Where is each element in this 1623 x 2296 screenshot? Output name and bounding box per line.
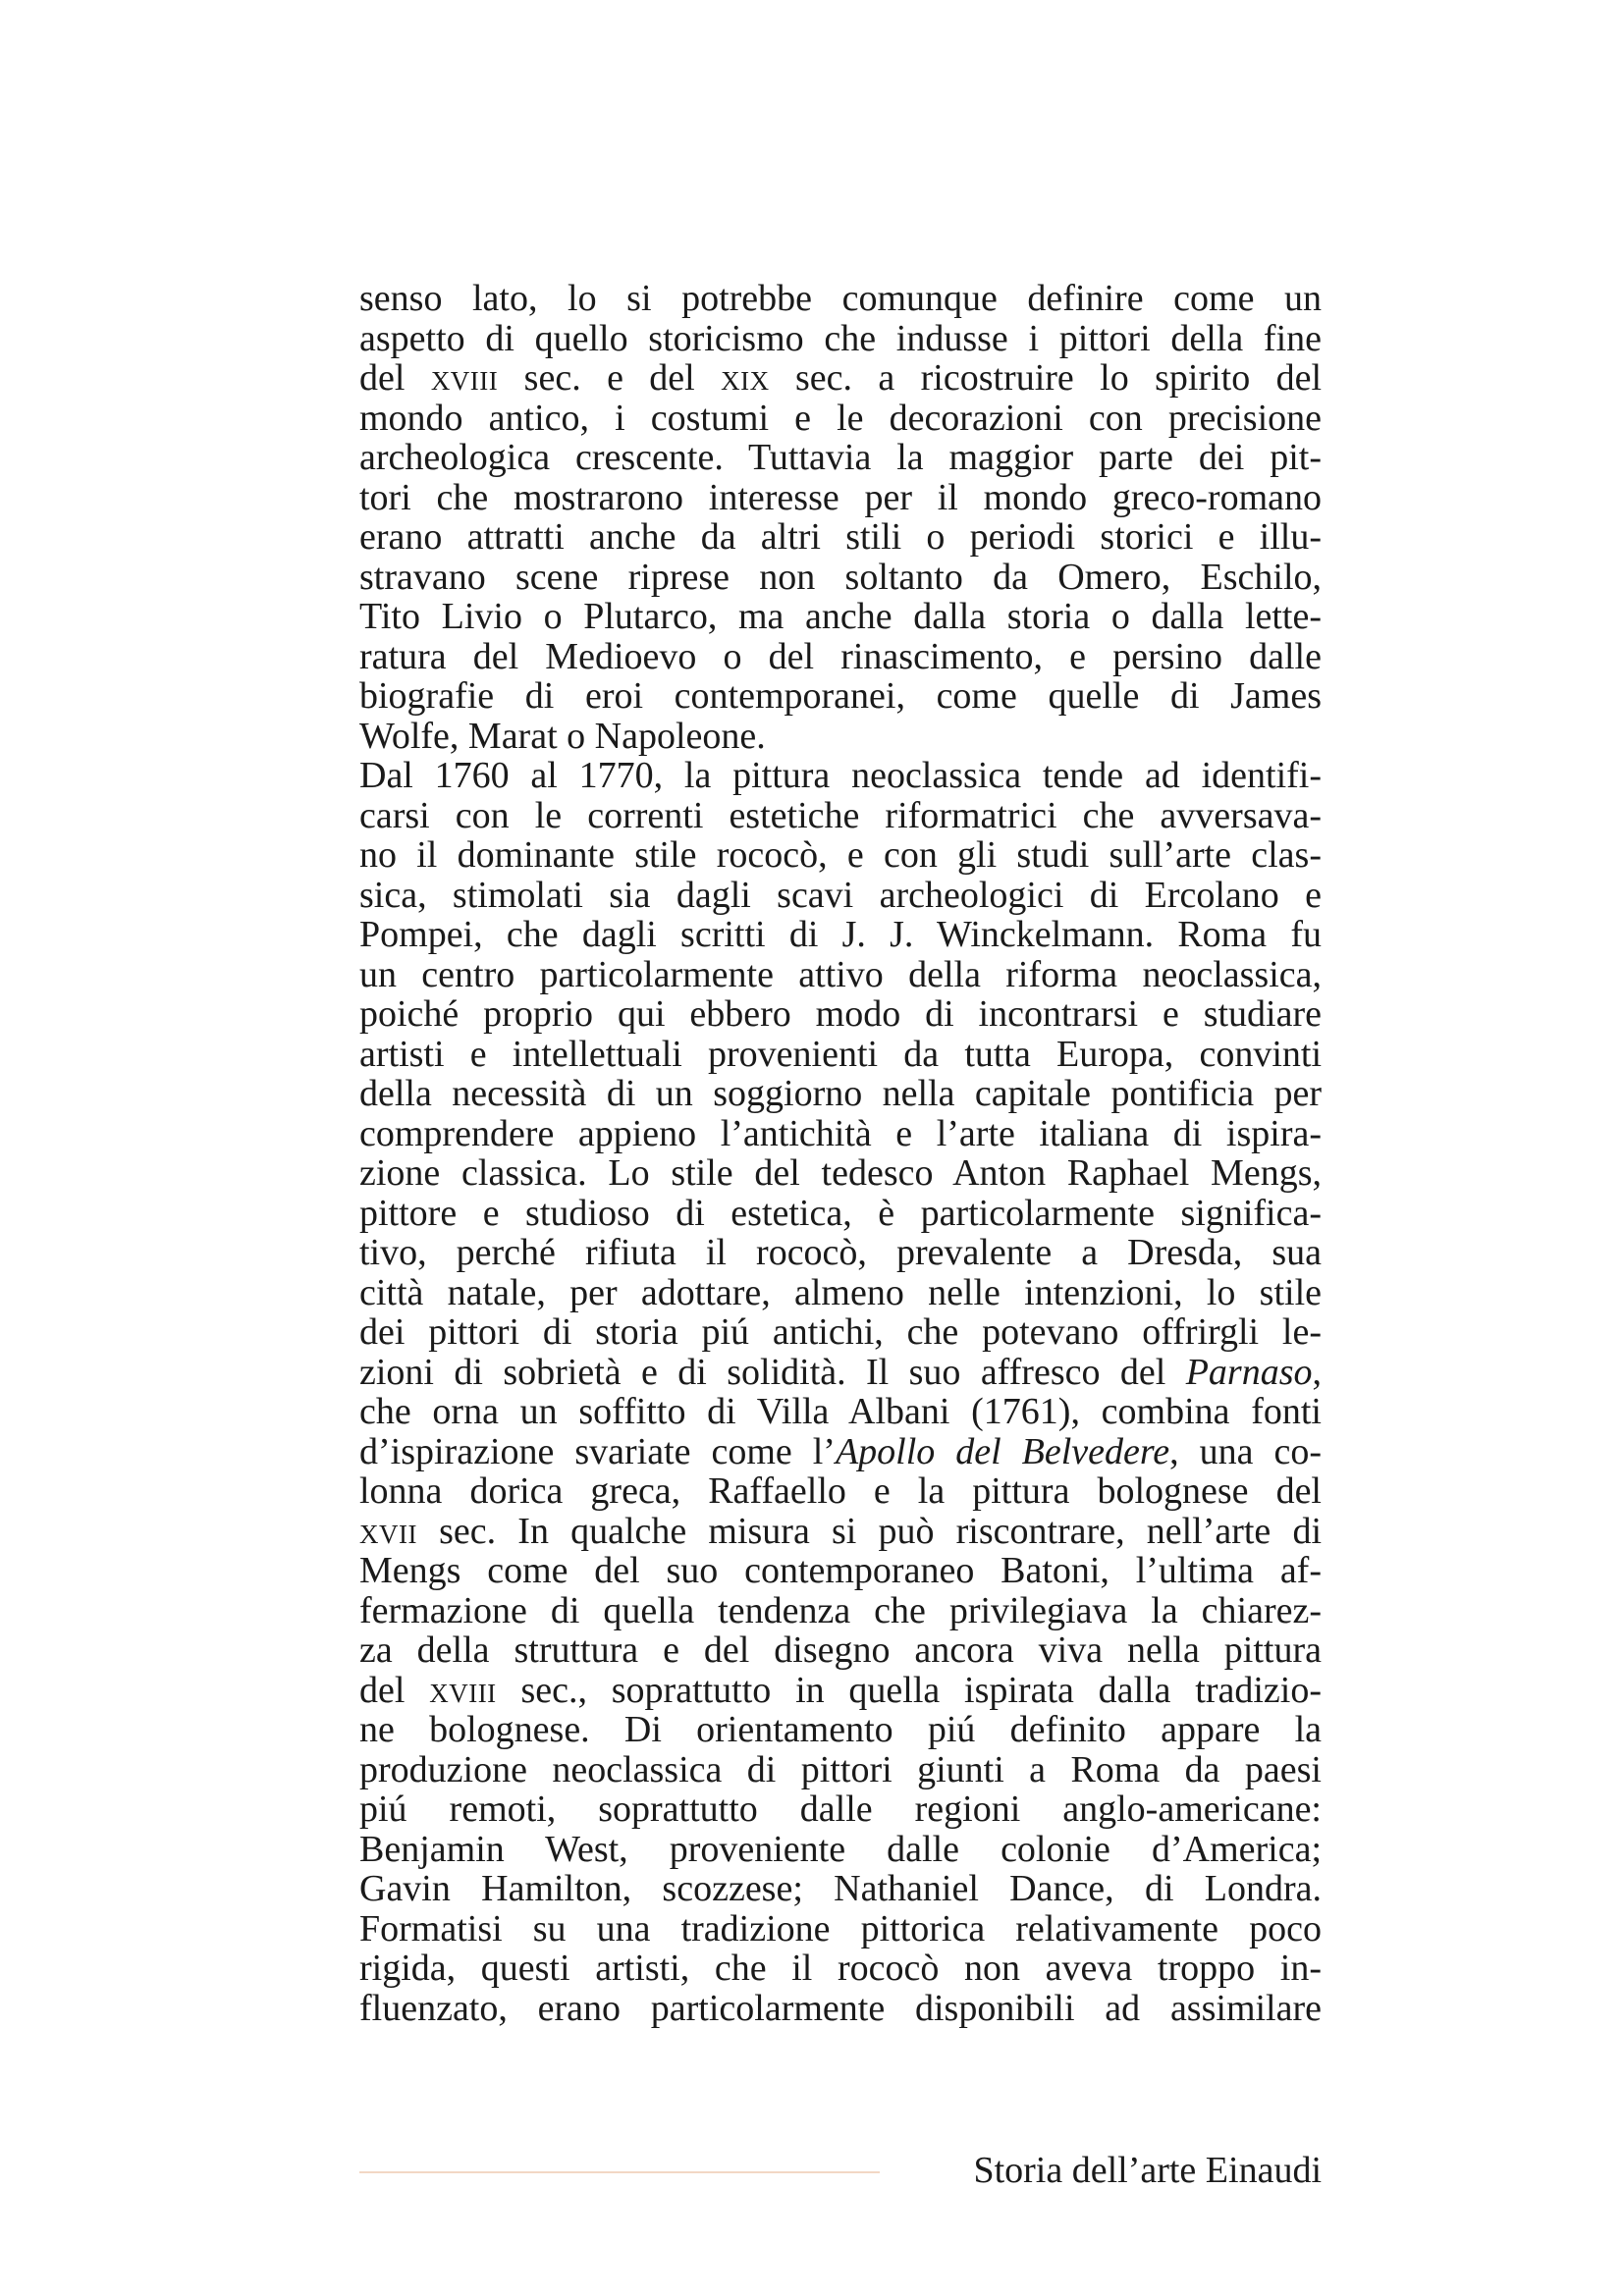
text-line: un centro particolarmente attivo della riforma neoclassica, [359, 953, 1322, 995]
text-run: del [359, 357, 431, 399]
roman-numeral: xix [721, 357, 770, 399]
text-line: dei pittori di storia piú antichi, che potevano offrirgli le- [359, 1311, 1322, 1353]
text-line: zione classica. Lo stile del tedesco Anton Raphael Mengs, [359, 1152, 1322, 1194]
text-line [359, 358, 1322, 399]
artwork-title: Apollo del Belvedere [835, 1430, 1170, 1472]
footer-title: Storia dell’arte Einaudi [973, 2150, 1322, 2191]
text-line: poiché proprio qui ebbero modo di incontrarsi e studiare [359, 993, 1322, 1035]
roman-numeral: xviii [429, 1669, 497, 1711]
text-line: produzione neoclassica di pittori giunti a Roma da paesi [359, 1748, 1322, 1790]
text-line: pittore e studioso di estetica, è particolarmente significa- [359, 1192, 1322, 1234]
text-line: sica, stimolati sia dagli scavi archeologici di Ercolano e [359, 874, 1322, 916]
text-line: no il dominante stile rococò, e con gli studi sull’arte clas- [359, 834, 1322, 876]
text-line: artisti e intellettuali provenienti da tutta Europa, convinti [359, 1033, 1322, 1075]
text-line: città natale, per adottare, almeno nelle intenzioni, lo stile [359, 1271, 1322, 1313]
text-run: , una co- [1169, 1430, 1322, 1472]
text-line: rigida, questi artisti, che il rococò non aveva troppo in- [359, 1948, 1322, 1989]
text-line: archeologica crescente. Tuttavia la maggior parte dei pit- [359, 437, 1322, 478]
text-run: , [1312, 1351, 1322, 1393]
text-run: sec. a ricostruire lo spirito del [769, 357, 1322, 399]
text-run: del [359, 1669, 430, 1711]
text-line: della necessità di un soggiorno nella capitale pontificia per [359, 1073, 1322, 1114]
text-line: stravano scene riprese non soltanto da Omero, Eschilo, [359, 556, 1322, 598]
artwork-title: Parnaso [1185, 1351, 1313, 1393]
footer-rule [359, 2171, 880, 2173]
text-line: senso lato, lo si potrebbe comunque definire come un [359, 278, 1322, 319]
text-line: fermazione di quella tendenza che privilegiava la chiarez- [359, 1589, 1322, 1631]
text-line: tivo, perché rifiuta il rococò, prevalente a Dresda, sua [359, 1232, 1322, 1273]
text-line: fluenzato, erano particolarmente disponibili ad assimilare [359, 1987, 1322, 2029]
page-body-text [359, 279, 1322, 2028]
text-line: ratura del Medioevo o del rinascimento, e persino dalle [359, 635, 1322, 677]
text-run: d’ispirazione svariate come l’ [359, 1430, 836, 1472]
text-run: sec. In qualche misura si può riscontrare, nell’arte di [416, 1510, 1322, 1552]
text-line: erano attratti anche da altri stili o periodi storici e illu- [359, 516, 1322, 558]
text-line [359, 1671, 1322, 1711]
text-line: Mengs come del suo contemporaneo Batoni, l’ultima af- [359, 1550, 1322, 1591]
text-run: zioni di sobrietà e di solidità. Il suo affresco del [359, 1351, 1186, 1393]
text-line: Dal 1760 al 1770, la pittura neoclassica tende ad identifi- [359, 755, 1322, 796]
text-line [359, 1432, 1322, 1472]
text-line: piú remoti, soprattutto dalle regioni anglo-americane: [359, 1789, 1322, 1830]
text-line: che orna un soffitto di Villa Albani (1761), combina fonti [359, 1391, 1322, 1432]
text-line: Wolfe, Marat o Napoleone. [359, 715, 766, 757]
text-line: Benjamin West, proveniente dalle colonie d’America; [359, 1828, 1322, 1870]
roman-numeral: xvii [359, 1510, 417, 1552]
text-line: mondo antico, i costumi e le decorazioni con precisione [359, 397, 1322, 439]
text-line: comprendere appieno l’antichità e l’arte italiana di ispira- [359, 1112, 1322, 1154]
text-line: za della struttura e del disegno ancora viva nella pittura [359, 1629, 1322, 1671]
text-line [359, 1512, 1322, 1552]
text-line: tori che mostrarono interesse per il mondo greco-romano [359, 476, 1322, 518]
text-line: Formatisi su una tradizione pittorica relativamente poco [359, 1907, 1322, 1949]
roman-numeral: xviii [430, 357, 499, 399]
text-run: sec. e del [498, 357, 722, 399]
text-line: aspetto di quello storicismo che indusse i pittori della fine [359, 317, 1322, 359]
text-run: sec., soprattutto in quella ispirata dalla tradizio- [496, 1669, 1322, 1711]
text-line: carsi con le correnti estetiche riformatrici che avversava- [359, 794, 1322, 836]
text-line [359, 1353, 1322, 1393]
text-line: lonna dorica greca, Raffaello e la pittura bolognese del [359, 1470, 1322, 1512]
text-line: Gavin Hamilton, scozzese; Nathaniel Dance, di Londra. [359, 1868, 1322, 1909]
text-line: ne bolognese. Di orientamento piú definito appare la [359, 1709, 1322, 1750]
text-line: Pompei, che dagli scritti di J. J. Winckelmann. Roma fu [359, 914, 1322, 955]
text-line: Tito Livio o Plutarco, ma anche dalla storia o dalla lette- [359, 596, 1322, 637]
text-line: biografie di eroi contemporanei, come quelle di James [359, 675, 1322, 717]
